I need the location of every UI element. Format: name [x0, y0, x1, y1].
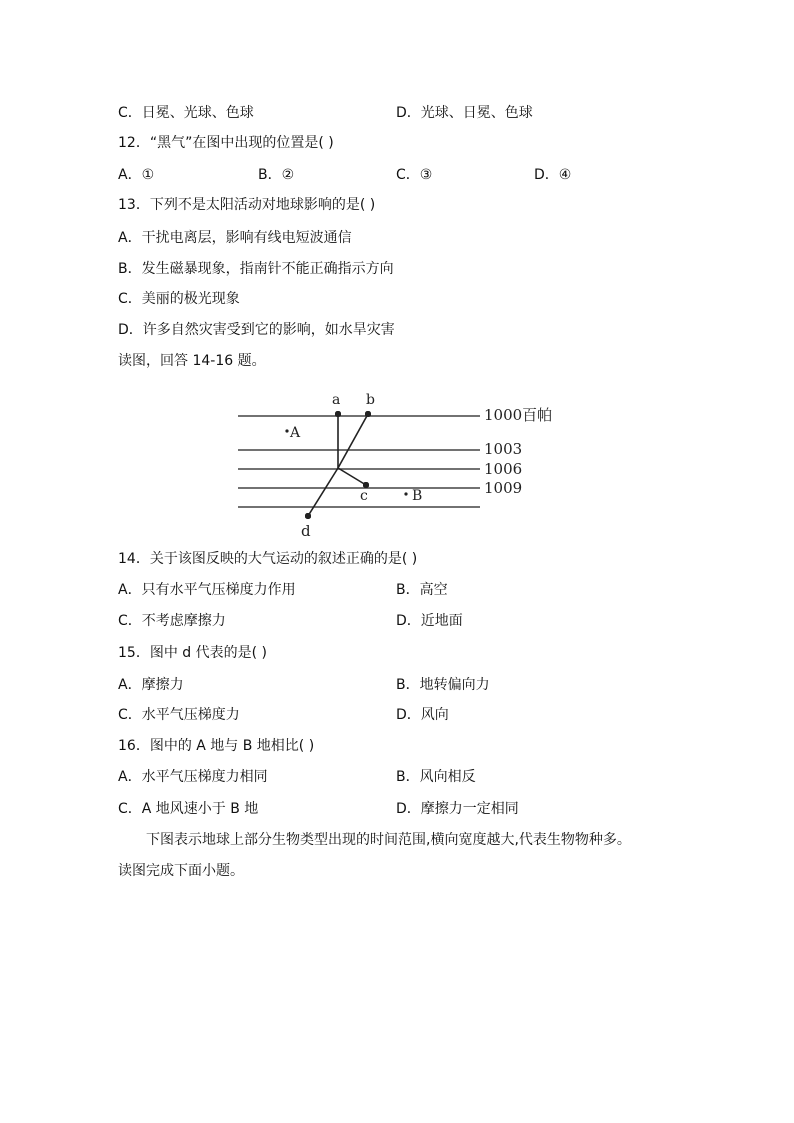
label-c: c [360, 488, 368, 504]
intro-14-16: 读图，回答 14-16 题。 [118, 353, 266, 369]
q14-option-d: D．近地面 [396, 613, 463, 629]
isobar-label-1003: 1003 [484, 440, 523, 458]
vector-c [338, 468, 366, 485]
q11-option-d: D．光球、日冕、色球 [396, 105, 533, 121]
point-a-label: A [290, 425, 301, 441]
q16-option-d: D．摩擦力一定相同 [396, 801, 519, 817]
q16-option-b: B．风向相反 [396, 769, 476, 785]
q15-option-c: C．水平气压梯度力 [118, 707, 240, 723]
next-intro-line-2: 读图完成下面小题。 [118, 863, 244, 879]
point-b-label: B [412, 488, 423, 504]
q16-option-c: C．A 地风速小于 B 地 [118, 801, 259, 817]
point-a-dot [285, 429, 288, 432]
q15-option-d: D．风向 [396, 707, 449, 723]
q14-option-a: A．只有水平气压梯度力作用 [118, 582, 296, 598]
point-b-dot [404, 492, 407, 495]
vector-d [308, 468, 338, 516]
q13-option-c: C．美丽的极光现象 [118, 291, 240, 307]
q15-option-a: A．摩擦力 [118, 677, 184, 693]
label-a: a [332, 392, 341, 408]
q11-option-c: C．日冕、光球、色球 [118, 105, 254, 121]
label-d: d [301, 522, 311, 540]
next-intro-line-1: 下图表示地球上部分生物类型出现的时间范围,横向宽度越大,代表生物物种多。 [146, 832, 631, 848]
q14-stem: 14．关于该图反映的大气运动的叙述正确的是( ) [118, 551, 418, 567]
isobar-label-1000: 1000百帕 [484, 406, 553, 424]
label-b: b [366, 392, 375, 408]
q12-option-c: C．③ [396, 167, 433, 183]
q13-stem: 13．下列不是太阳活动对地球影响的是( ) [118, 197, 376, 213]
q12-option-d: D．④ [534, 167, 572, 183]
q14-option-b: B．高空 [396, 582, 448, 598]
isobar-label-1006: 1006 [484, 460, 523, 478]
vector-b [338, 414, 368, 468]
isobar-wind-figure [232, 386, 562, 540]
q16-option-a: A．水平气压梯度力相同 [118, 769, 268, 785]
q14-option-c: C．不考虑摩擦力 [118, 613, 226, 629]
q15-stem: 15．图中 d 代表的是( ) [118, 645, 267, 661]
q13-option-b: B．发生磁暴现象，指南针不能正确指示方向 [118, 261, 394, 277]
q13-option-d: D．许多自然灾害受到它的影响，如水旱灾害 [118, 322, 395, 338]
q13-option-a: A．干扰电离层，影响有线电短波通信 [118, 230, 352, 246]
q16-stem: 16．图中的 A 地与 B 地相比( ) [118, 738, 315, 754]
q12-option-a: A．① [118, 167, 155, 183]
q15-option-b: B．地转偏向力 [396, 677, 490, 693]
q12-stem: 12．“黑气”在图中出现的位置是( ) [118, 135, 334, 151]
isobar-label-1009: 1009 [484, 479, 523, 497]
q12-option-b: B．② [258, 167, 295, 183]
